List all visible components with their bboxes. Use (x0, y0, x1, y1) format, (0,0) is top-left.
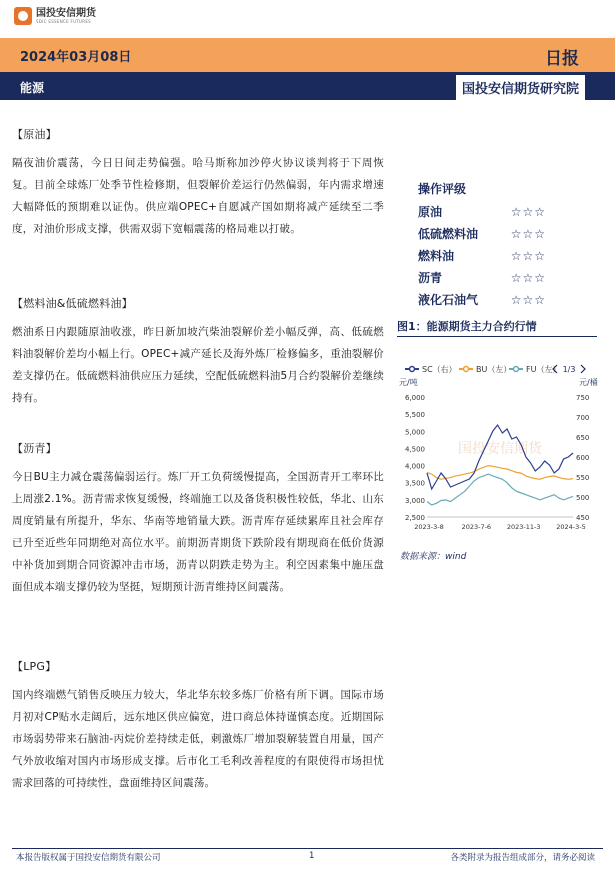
section-body: 燃油系日内跟随原油收涨，昨日新加坡汽柴油裂解价差小幅反弹，高、低硫燃料油裂解价差均小幅上行。OPEC+减产延长及海外炼厂检修偏多，重油裂解价差支撑仍在。低硫燃料油供应压力延续，空配低硫燃料油5月合约裂解价差继续持有。 (12, 326, 384, 404)
rating-row (418, 245, 546, 267)
institute-name: 国投安信期货研究院 (456, 75, 585, 100)
legend-page: 1/3 (562, 365, 576, 374)
legend-marker (410, 367, 415, 372)
section-title: 【LPG】 (12, 660, 57, 673)
left-tick-label: 3,000 (404, 496, 425, 505)
rating-name: 原油 (418, 205, 443, 219)
left-axis-unit: 元/吨 (399, 378, 418, 387)
section-asphalt (12, 438, 384, 598)
series-line-2 (427, 474, 573, 505)
footer-disclaimer: 各类附录为报告组成部分，请务必阅读 (450, 853, 595, 863)
logo-name: 国投安信期货 (36, 7, 96, 19)
right-tick-label: 650 (576, 434, 590, 442)
rating-name: 燃料油 (418, 249, 455, 263)
right-tick-label: 500 (576, 494, 590, 502)
energy-futures-chart (397, 355, 602, 545)
logo-icon (14, 7, 32, 25)
left-tick-label: 6,000 (404, 394, 425, 402)
report-type: 日报 (545, 49, 579, 69)
left-tick-label: 2,500 (404, 514, 425, 522)
legend-label: BU（左） (476, 365, 512, 374)
x-tick-label: 2024-3-5 (556, 523, 586, 531)
logo-english: SDIC ESSENCE FUTURES (36, 18, 92, 24)
right-tick-label: 700 (576, 414, 590, 422)
page-number: 1 (309, 851, 315, 861)
chart-svg (397, 355, 602, 545)
rating-row (418, 267, 546, 289)
rating-title: 操作评级 (418, 182, 467, 196)
right-tick-label: 750 (576, 394, 590, 402)
series-line-0 (427, 425, 573, 489)
right-tick-label: 550 (576, 474, 590, 482)
section-title: 【燃料油&低硫燃料油】 (12, 297, 133, 310)
x-tick-label: 2023-11-3 (506, 523, 541, 531)
footer-copyright: 本报告版权属于国投安信期货有限公司 (16, 853, 161, 863)
figure-title: 图1：能源期货主力合约行情 (397, 318, 597, 337)
section-crude-oil (12, 124, 384, 240)
section-fuel-oil (12, 293, 384, 409)
right-axis-unit: 元/桶 (579, 378, 598, 387)
figure-source: 数据来源：wind (400, 552, 467, 562)
legend-marker (464, 367, 469, 372)
report-date: 2024年03月08日 (20, 50, 132, 65)
section-title: 【原油】 (12, 128, 57, 141)
section-body: 隔夜油价震荡，今日日间走势偏强。哈马斯称加沙停火协议谈判将于下周恢复。目前全球炼厂处季节性检修期，但裂解价差运行仍然偏弱，年内需求增速大幅降低的预期难以证伪。供应端OPEC+自愿减产国如期将减产延续至二季度，对油价形成支撑，供需双弱下宽幅震荡的格局难以打破。 (12, 157, 384, 235)
rating-name: 液化石油气 (418, 293, 479, 307)
operation-rating (418, 180, 588, 311)
rating-row (418, 223, 546, 245)
left-tick-label: 5,000 (404, 428, 425, 437)
footer-divider (12, 848, 603, 849)
section-body: 国内终端燃气销售反映压力较大，华北华东较多炼厂价格有所下调。国际市场月初对CP贴水走阔后，远东地区供应偏宽，进口商总体持谨慎态度。近期国际市场弱势带来石脑油-丙烷价差持续走低，刺激炼厂增加裂解装置自用量，国产气外放收缩对国内市场形成支撑。后市化工毛利改善程度的有限使得市场担忧需求回落的可持续性，盘面维持区间震荡。 (12, 689, 384, 789)
legend-label: SC（右） (422, 365, 457, 374)
right-tick-label: 600 (576, 454, 590, 462)
rating-stars: ☆☆☆ (510, 293, 546, 307)
x-tick-label: 2023-3-8 (414, 523, 444, 531)
x-tick-label: 2023-7-6 (461, 523, 492, 531)
section-title: 【沥青】 (12, 442, 57, 455)
report-sector: 能源 (20, 81, 45, 95)
left-tick-label: 4,000 (404, 462, 425, 471)
legend-label: FU（左） (526, 365, 561, 374)
left-tick-label: 5,500 (404, 411, 425, 420)
section-body: 今日BU主力减仓震荡偏弱运行。炼厂开工负荷缓慢提高，全国沥青开工率环比上周涨2.1%。沥青需求恢复缓慢，终端施工以及备货积极性较低，华北、山东周度销量有所提升，华东、华南等地销量大跌。沥青库存延续累库且社会库存已升至近些年同期绝对高位水平。前期沥青期货下跌阶段有期现商在低价货源中补货加到期合同资源冲击市场，沥青以阴跌走势为主。利空因素集中施压盘面但成本端支撑仍较为坚挺，短期预计沥青维持区间震荡。 (12, 471, 384, 593)
rating-row (418, 201, 546, 223)
legend-marker (514, 367, 519, 372)
company-logo (14, 7, 96, 25)
rating-row (418, 289, 546, 311)
rating-stars: ☆☆☆ (510, 205, 546, 219)
left-tick-label: 4,500 (404, 445, 425, 454)
rating-stars: ☆☆☆ (510, 227, 546, 241)
left-tick-label: 3,500 (404, 479, 425, 488)
section-lpg (12, 656, 384, 794)
rating-name: 低硫燃料油 (418, 227, 479, 241)
rating-stars: ☆☆☆ (510, 271, 546, 285)
legend-next-icon (581, 365, 585, 373)
right-tick-label: 450 (576, 514, 590, 522)
rating-stars: ☆☆☆ (510, 249, 546, 263)
rating-name: 沥青 (418, 271, 443, 285)
watermark-text: 国投安信期货 (458, 441, 542, 457)
